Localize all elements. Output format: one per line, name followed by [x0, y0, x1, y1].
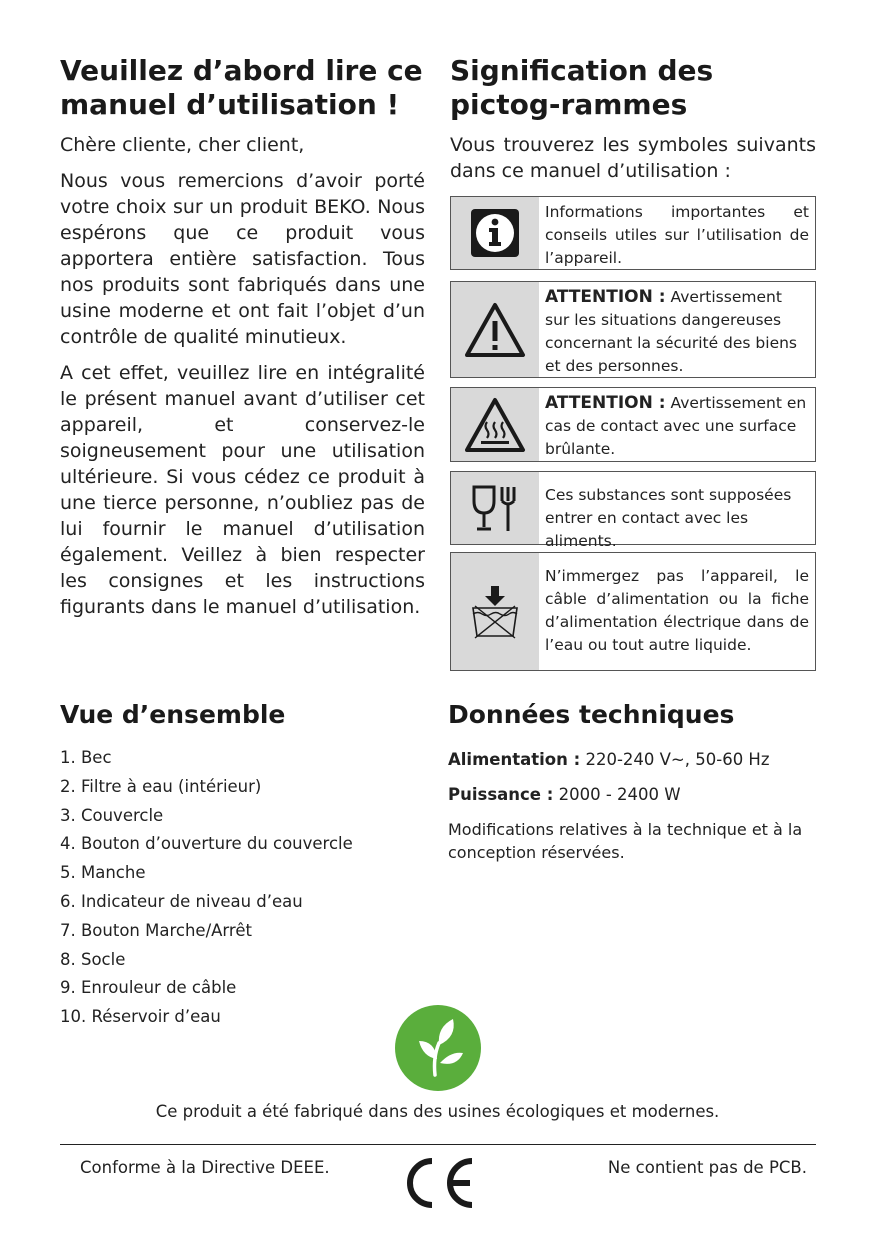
list-item: 8. Socle	[60, 949, 126, 969]
voltage-value: 220-240 V~, 50-60 Hz	[585, 750, 770, 769]
list-item: 1. Bec	[60, 748, 112, 767]
pictograms-title: Signification des pictog-rammes	[450, 54, 714, 121]
footer-divider	[60, 1144, 816, 1145]
weee-text: Conforme à la Directive DEEE.	[80, 1158, 330, 1177]
picto-row-warning	[450, 281, 816, 378]
tech-power-row	[448, 785, 818, 804]
info-icon	[451, 197, 539, 269]
intro-section	[60, 54, 425, 620]
tech-note: Modifications relatives à la technique et à la conception réservées.	[448, 820, 803, 862]
voltage-label: Alimentation :	[448, 750, 581, 769]
picto-desc-food-safe: Ces substances sont supposées entrer en contact avec les aliments.	[545, 486, 792, 550]
picto-text-warning	[539, 282, 815, 377]
list-item: 2. Filtre à eau (intérieur)	[60, 776, 262, 796]
pcb-text: Ne contient pas de PCB.	[607, 1158, 807, 1177]
do-not-immerse-icon	[451, 553, 539, 670]
tech-voltage-row	[448, 750, 818, 769]
tech-title: Données techniques	[448, 700, 735, 729]
overview-title: Vue d’ensemble	[60, 700, 286, 729]
picto-row-hot-surface	[450, 387, 816, 462]
overview-list	[60, 744, 430, 1032]
power-value: 2000 - 2400 W	[558, 785, 681, 804]
food-safe-icon	[451, 472, 539, 544]
pictograms-section	[450, 54, 816, 184]
picto-row-info	[450, 196, 816, 270]
list-item: 5. Manche	[60, 863, 146, 883]
list-item: 6. Indicateur de niveau d’eau	[60, 891, 303, 911]
picto-desc-hot-surface: Avertissement en cas de contact avec une surface brûlante.	[545, 394, 807, 458]
picto-text-no-immerse	[539, 553, 815, 670]
picto-text-food-safe	[539, 472, 815, 550]
picto-desc-info: Informations importantes et conseils utiles sur l’utilisation de l’appareil.	[545, 203, 809, 267]
attention-label: ATTENTION :	[545, 287, 666, 307]
power-label: Puissance :	[448, 785, 554, 804]
list-item: 7. Bouton Marche/Arrêt	[60, 920, 252, 940]
list-item: 9. Enrouleur de câble	[60, 978, 237, 998]
eco-text: Ce produit a été fabriqué dans des usines écologiques et modernes.	[155, 1102, 720, 1121]
list-item: 10. Réservoir d’eau	[60, 1007, 221, 1027]
intro-paragraph-2: A cet effet, veuillez lire en intégralité le présent manuel avant d’utiliser cet appareil, et conservez-le soigneusement pour une utilisation ultérieure. Si vous cédez ce produit à une tierce personne, n’oubliez pas de lui fournir le manuel d’utilisation également. Veillez à bien respecter les consignes et les instructions figurants dans le manuel d’utilisation.	[60, 362, 425, 618]
hot-surface-icon	[451, 388, 539, 461]
overview-section	[60, 700, 430, 1032]
picto-desc-warning: Avertissement sur les situations dangereuses concernant la sécurité des biens et des personnes.	[545, 288, 798, 375]
list-item: 4. Bouton d’ouverture du couvercle	[60, 834, 353, 854]
intro-paragraph-1: Nous vous remercions d’avoir porté votre choix sur un produit BEKO. Nous espérons que ce produit vous apportera entière satisfaction. Tous nos produits sont fabriqués dans une usine moderne et ont fait l’objet d’un contrôle de qualité minutieux.	[60, 170, 425, 348]
attention-label: ATTENTION :	[545, 393, 666, 413]
greeting-text: Chère cliente, cher client,	[60, 134, 305, 156]
eco-leaf-icon	[395, 1005, 481, 1091]
picto-desc-no-immerse: N’immergez pas l’appareil, le câble d’alimentation ou la fiche d’alimentation électrique dans de l’eau ou tout autre liquide.	[545, 567, 809, 654]
picto-row-no-immerse	[450, 552, 816, 671]
list-item: 3. Couvercle	[60, 805, 164, 825]
warning-triangle-icon	[451, 282, 539, 377]
picto-row-food-safe	[450, 471, 816, 550]
pictograms-intro: Vous trouverez les symboles suivants dans ce manuel d’utilisation :	[450, 134, 816, 182]
ce-mark-icon	[400, 1155, 476, 1211]
picto-text-info	[539, 197, 815, 269]
tech-section	[448, 700, 818, 864]
picto-text-hot-surface	[539, 388, 815, 461]
intro-title: Veuillez d’abord lire ce manuel d’utilisation !	[60, 54, 423, 121]
